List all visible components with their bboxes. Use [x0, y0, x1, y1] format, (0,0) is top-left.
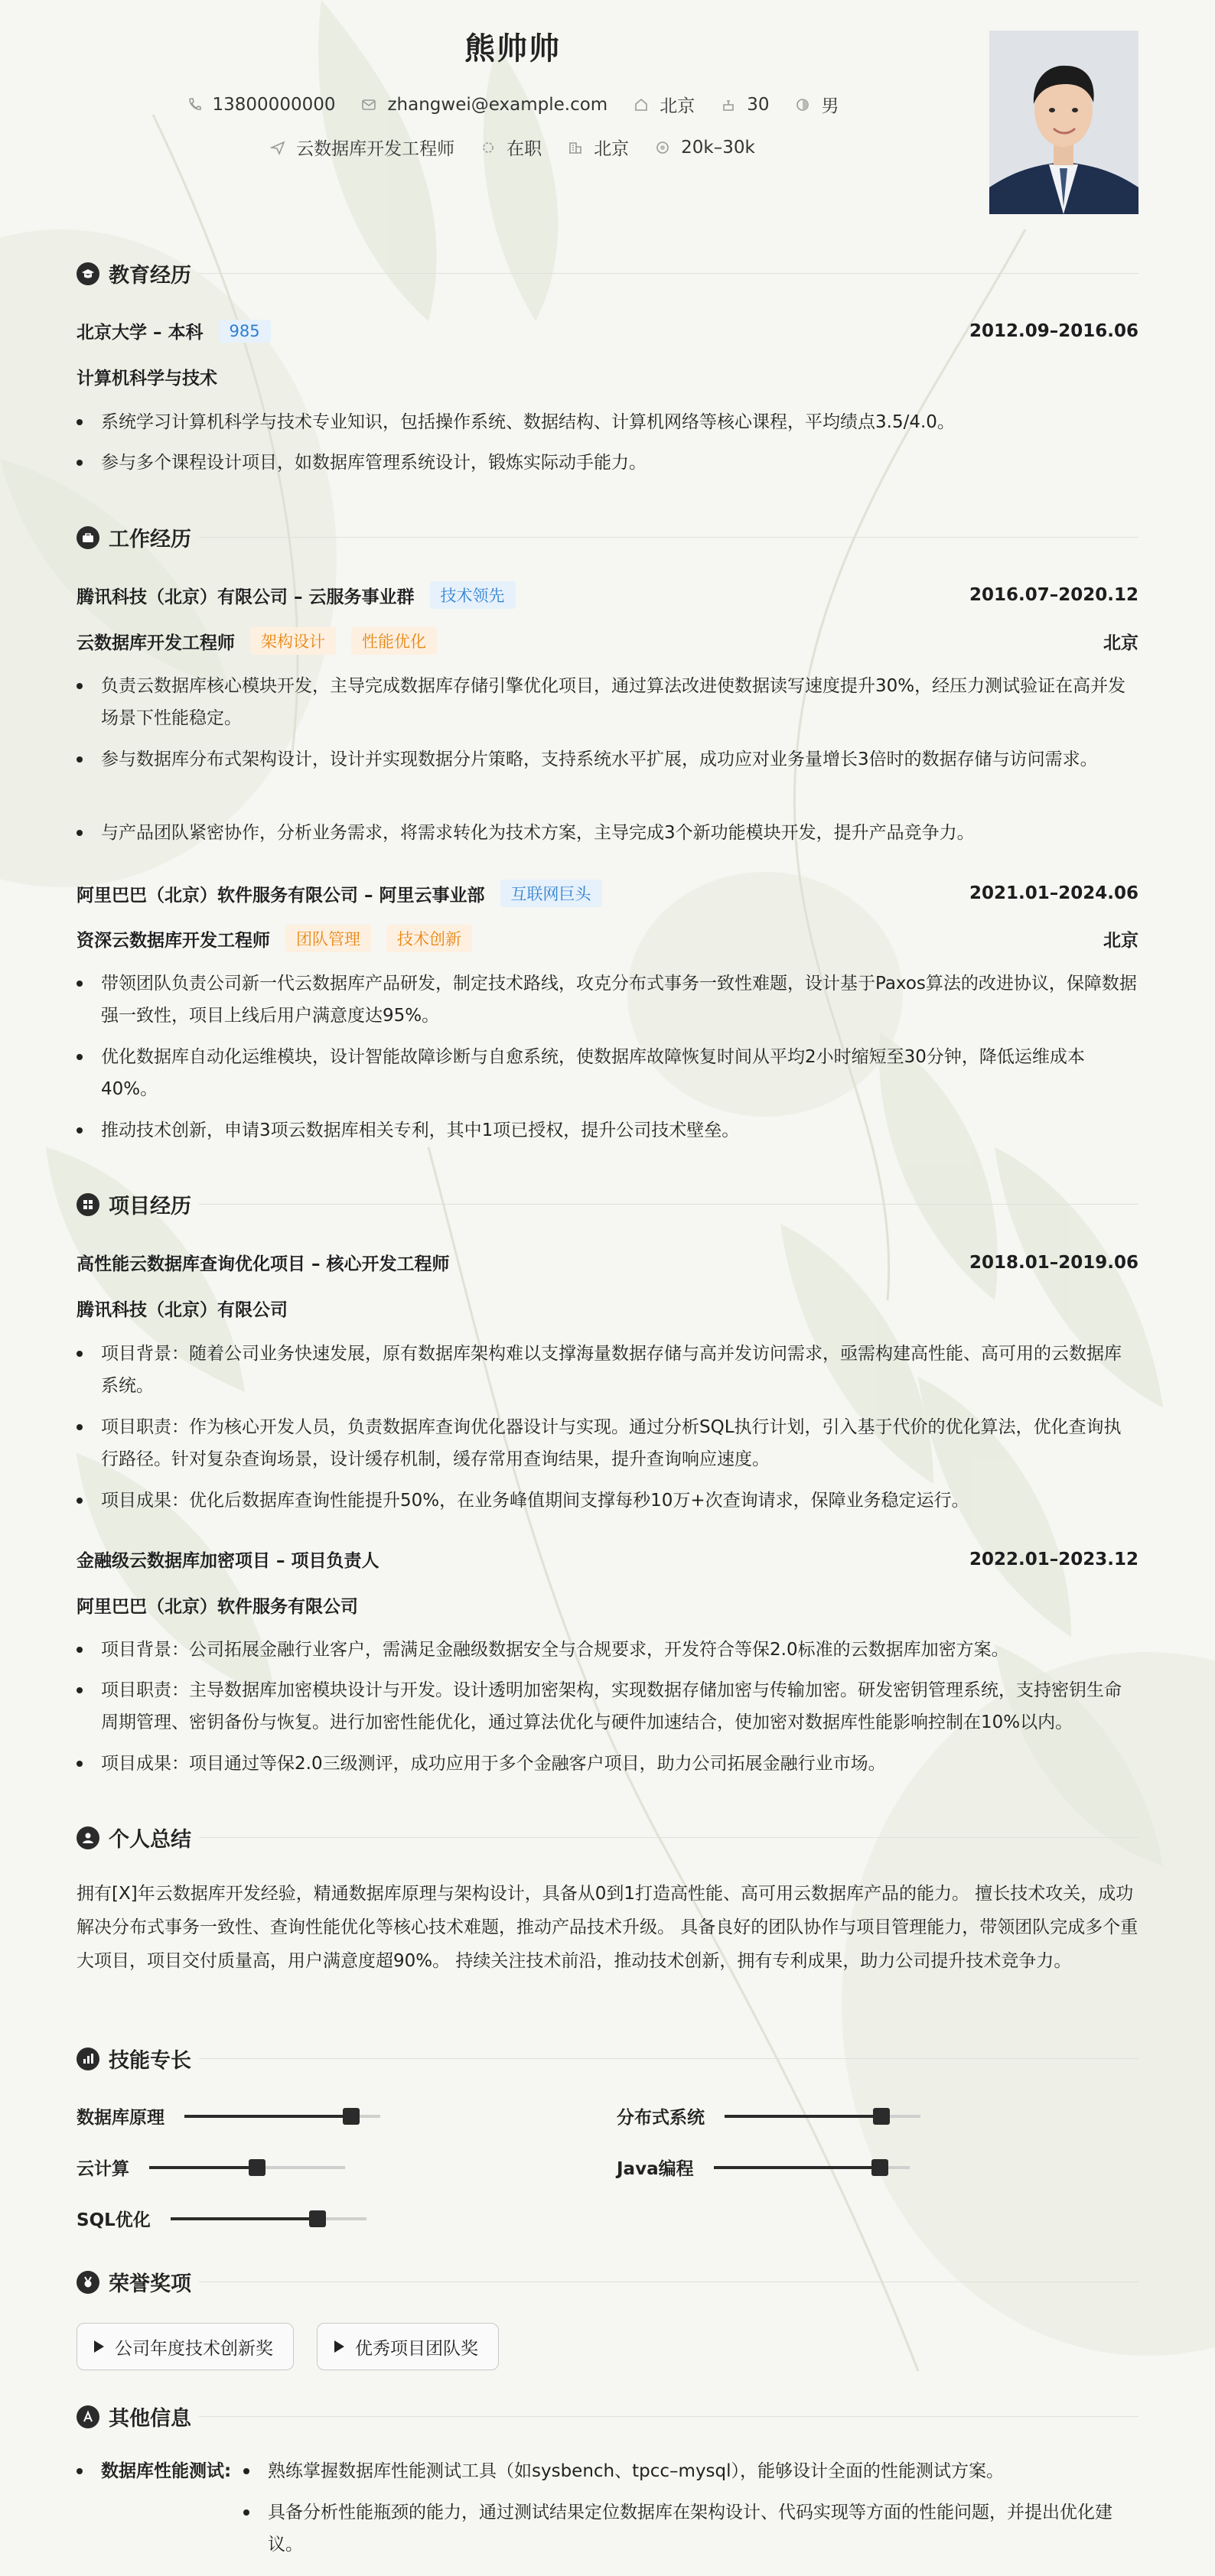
work-date: 2016.07–2020.12 — [969, 585, 1138, 605]
gender-text: 男 — [821, 96, 839, 116]
award-badge: 优秀项目团队奖 — [317, 2323, 499, 2370]
list-item: 项目背景：随着公司业务快速发展，原有数据库架构难以支撑海量数据存储与高并发访问需求，亟需构建高性能、高可用的云数据库系统。 — [77, 1338, 1138, 1402]
section-title-work: 工作经历 — [77, 522, 191, 552]
project-company: 阿里巴巴（北京）软件服务有限公司 — [77, 1597, 358, 1617]
user-icon — [77, 1826, 99, 1849]
graduation-cap-icon — [77, 262, 99, 285]
phone-text: 13800000000 — [212, 94, 336, 115]
section-divider — [199, 2058, 1138, 2059]
section-divider — [199, 273, 1138, 274]
phone-item — [187, 95, 336, 115]
grid-icon — [77, 1193, 99, 1216]
work-date: 2021.01–2024.06 — [969, 883, 1138, 903]
list-item: 与产品团队紧密协作，分析业务需求，将需求转化为技术方案，主导完成3个新功能模块开发，提升产品竞争力。 — [77, 817, 1138, 849]
text-icon — [77, 2405, 99, 2428]
skill-item: Java编程 — [617, 2155, 910, 2180]
location-item — [634, 92, 695, 117]
email-item — [361, 95, 608, 115]
major-name: 计算机科学与技术 — [77, 369, 217, 389]
school-tag: 985 — [219, 320, 271, 343]
section-title-education: 教育经历 — [77, 259, 191, 288]
company-tag: 技术领先 — [430, 581, 516, 609]
gender-item — [795, 92, 839, 117]
skill-item: 分布式系统 — [617, 2103, 920, 2129]
contact-info-row — [0, 92, 1025, 117]
medal-icon — [77, 2271, 99, 2294]
section-divider — [199, 2416, 1138, 2417]
work-role-row — [77, 925, 1138, 952]
list-item: 项目职责：作为核心开发人员，负责数据库查询优化器设计与实现。通过分析SQL执行计划，引入基于代价的优化算法，优化查询执行路径。针对复杂查询场景，设计缓存机制，缓存常用查询结果，提升查询响应速度。 — [77, 1411, 1138, 1475]
project-title: 高性能云数据库查询优化项目 – 核心开发工程师 — [77, 1254, 450, 1274]
play-icon — [94, 2340, 104, 2353]
other-info-label: 数据库性能测试: — [77, 2455, 245, 2487]
skill-item: SQL优化 — [77, 2206, 366, 2231]
work-city: 北京 — [1103, 930, 1138, 951]
work-company-row — [77, 880, 1138, 907]
status-text: 在职 — [507, 139, 542, 159]
list-item: 推动技术创新，申请3项云数据库相关专利，其中1项已授权，提升公司技术壁垒。 — [77, 1114, 1138, 1147]
section-divider — [199, 1204, 1138, 1205]
mail-icon — [361, 97, 376, 112]
work-company-row — [77, 581, 1138, 609]
email-text: zhangwei@example.com — [387, 94, 608, 115]
bar-chart-icon — [77, 2047, 99, 2070]
project-date: 2022.01–2023.12 — [969, 1549, 1138, 1569]
building-icon — [568, 140, 583, 155]
award-badge: 公司年度技术创新奖 — [77, 2323, 294, 2370]
section-title-summary: 个人总结 — [77, 1823, 191, 1852]
role-tag: 性能优化 — [351, 627, 437, 655]
briefcase-icon — [77, 526, 99, 549]
project-date: 2018.01–2019.06 — [969, 1252, 1138, 1273]
gender-icon — [795, 97, 810, 112]
project-title-row — [77, 1250, 1138, 1275]
city-item — [568, 135, 629, 160]
home-icon — [634, 97, 649, 112]
project-title-row — [77, 1547, 1138, 1572]
skill-level-bar — [171, 2217, 366, 2220]
list-item: 系统学习计算机科学与技术专业知识，包括操作系统、数据结构、计算机网络等核心课程，平均绩点3.5/4.0。 — [77, 406, 1138, 438]
job-info-row — [0, 135, 1025, 160]
skill-level-bar — [184, 2115, 380, 2118]
candidate-name: 熊帅帅 — [464, 31, 561, 67]
section-title-other: 其他信息 — [77, 2402, 191, 2431]
position-item — [270, 135, 454, 160]
salary-item — [655, 138, 755, 158]
project-company-row — [77, 1592, 1138, 1618]
project-title: 金融级云数据库加密项目 – 项目负责人 — [77, 1551, 379, 1571]
role-name: 云数据库开发工程师 — [77, 633, 235, 653]
list-item: 熟练掌握数据库性能测试工具（如sysbench、tpcc–mysql），能够设计全面的性能测试方案。 — [243, 2455, 1138, 2487]
position-text: 云数据库开发工程师 — [296, 139, 455, 159]
major-row — [77, 364, 1138, 389]
section-title-projects: 项目经历 — [77, 1189, 191, 1219]
salary-text: 20k–30k — [681, 137, 755, 158]
section-title-skills: 技能专长 — [77, 2044, 191, 2073]
summary-text: 拥有[X]年云数据库开发经验，精通数据库原理与架构设计，具备从0到1打造高性能、高可用云数据库产品的能力。 擅长技术攻关，成功解决分布式事务一致性、查询性能优化等核心技术难题，推动产品技术升级。 具备良好的团队协作与项目管理能力，带领团队完成多个重大项目，项目交付质量高，用户满意度超90%。 持续关注技术前沿，推动技术创新，拥有专利成果，助力公司提升技术竞争力。 — [77, 1884, 1138, 1971]
status-icon — [480, 140, 496, 155]
play-icon — [334, 2340, 344, 2353]
skill-level-bar — [714, 2166, 910, 2169]
location-text: 北京 — [660, 96, 695, 116]
list-item: 参与多个课程设计项目，如数据库管理系统设计，锻炼实际动手能力。 — [77, 447, 1138, 479]
education-row — [77, 318, 1138, 343]
section-title-awards: 荣誉奖项 — [77, 2267, 191, 2297]
list-item: 项目背景：公司拓展金融行业客户，需满足金融级数据安全与合规要求，开发符合等保2.0标准的云数据库加密方案。 — [77, 1634, 1138, 1666]
city-text: 北京 — [594, 139, 630, 159]
cake-icon — [721, 97, 736, 112]
company-tag: 互联网巨头 — [500, 880, 602, 907]
profile-photo — [989, 31, 1138, 214]
list-item: 项目成果：优化后数据库查询性能提升50%，在业务峰值期间支撑每秒10万+次查询请求，保障业务稳定运行。 — [77, 1485, 1138, 1517]
list-item: 项目成果：项目通过等保2.0三级测评，成功应用于多个金融客户项目，助力公司拓展金融行业市场。 — [77, 1748, 1138, 1780]
coin-icon — [655, 140, 670, 155]
list-item: 项目职责：主导数据库加密模块设计与开发。设计透明加密架构，实现数据存储加密与传输加密。研发密钥管理系统，支持密钥生命周期管理、密钥备份与恢复。进行加密性能优化，通过算法优化与硬件加速结合，使加密对数据库性能影响控制在10%以内。 — [77, 1674, 1138, 1738]
section-divider — [199, 537, 1138, 538]
skill-item: 数据库原理 — [77, 2103, 380, 2129]
skill-level-bar — [149, 2166, 345, 2169]
project-company: 腾讯科技（北京）有限公司 — [77, 1300, 288, 1320]
status-item — [480, 135, 542, 160]
list-item: 具备分析性能瓶颈的能力，通过测试结果定位数据库在架构设计、代码实现等方面的性能问题，并提出优化建议。 — [243, 2496, 1138, 2561]
role-name: 资深云数据库开发工程师 — [77, 930, 270, 951]
age-item — [721, 95, 769, 115]
section-divider — [199, 1837, 1138, 1838]
school-name: 北京大学 – 本科 — [77, 323, 204, 343]
list-item: 优化数据库自动化运维模块，设计智能故障诊断与自愈系统，使数据库故障恢复时间从平均2小时缩短至30分钟，降低运维成本40%。 — [77, 1041, 1138, 1105]
work-city: 北京 — [1103, 633, 1138, 653]
skill-level-bar — [725, 2115, 920, 2118]
work-role-row — [77, 627, 1138, 655]
send-icon — [270, 140, 285, 155]
age-text: 30 — [747, 94, 770, 115]
role-tag: 架构设计 — [250, 627, 336, 655]
phone-icon — [187, 97, 202, 112]
list-item: 带领团队负责公司新一代云数据库产品研发，制定技术路线，攻克分布式事务一致性难题，设计基于Paxos算法的改进协议，保障数据强一致性，项目上线后用户满意度达95%。 — [77, 968, 1138, 1032]
role-tag: 技术创新 — [386, 925, 472, 952]
list-item: 参与数据库分布式架构设计，设计并实现数据分片策略，支持系统水平扩展，成功应对业务量增长3倍时的数据存储与访问需求。 — [77, 743, 1138, 776]
education-date: 2012.09–2016.06 — [969, 320, 1138, 341]
role-tag: 团队管理 — [285, 925, 371, 952]
project-company-row — [77, 1296, 1138, 1321]
company-name: 阿里巴巴（北京）软件服务有限公司 – 阿里云事业部 — [77, 885, 485, 906]
company-name: 腾讯科技（北京）有限公司 – 云服务事业群 — [77, 587, 415, 607]
skill-item: 云计算 — [77, 2155, 345, 2180]
list-item: 负责云数据库核心模块开发，主导完成数据库存储引擎优化项目，通过算法改进使数据读写速度提升30%，经压力测试验证在高并发场景下性能稳定。 — [77, 670, 1138, 734]
